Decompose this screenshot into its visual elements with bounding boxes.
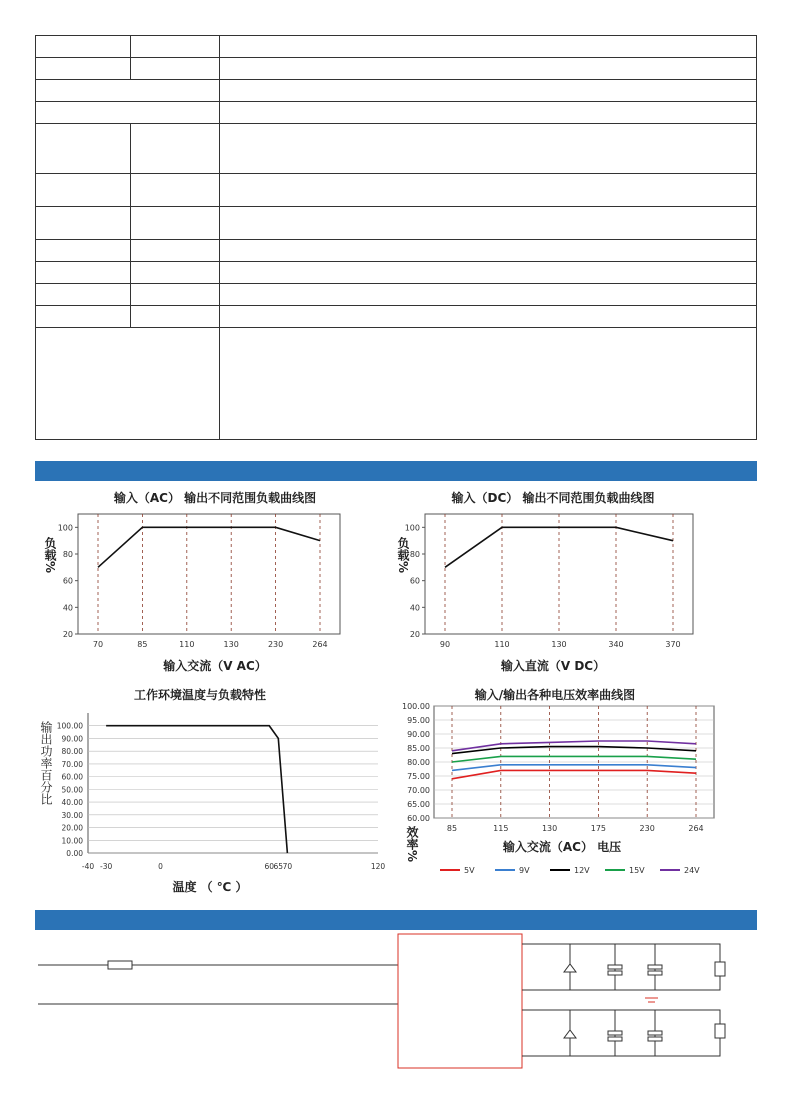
table-row [36, 102, 757, 124]
y-tick-label: 50.00 [61, 785, 83, 795]
y-tick-label: 90.00 [407, 730, 430, 739]
spec-name [36, 80, 220, 102]
spec-value [220, 262, 757, 284]
x-axis-label: 输入交流（V AC） [163, 659, 267, 673]
x-tick-label: 70 [282, 862, 293, 871]
x-tick-label: 230 [267, 640, 284, 649]
spec-value [220, 240, 757, 262]
y-tick-label: 80.00 [61, 747, 83, 757]
spec-value [220, 36, 757, 58]
x-tick-label: 130 [541, 824, 558, 833]
spec-cond [131, 262, 220, 284]
y-tick-label: 80 [409, 550, 420, 559]
spec-name [36, 207, 131, 240]
table-row [36, 328, 757, 440]
x-tick-label: 90 [439, 640, 451, 649]
x-tick-label: -40 [81, 862, 95, 871]
y-tick-label: 60.00 [61, 772, 83, 782]
y-tick-label: 100.00 [56, 721, 83, 731]
x-tick-label: 60 [264, 862, 275, 871]
spec-name [36, 102, 220, 124]
y-tick-label: 70.00 [407, 786, 430, 795]
spec-value [220, 80, 757, 102]
series-line-5V [452, 770, 696, 778]
y-tick-label: 85.00 [407, 744, 430, 753]
x-tick-label: 264 [688, 824, 704, 833]
y-tick-label: 100 [57, 523, 73, 533]
table-row [36, 284, 757, 306]
y-tick-label: 90.00 [61, 734, 83, 744]
spec-cond [131, 207, 220, 240]
chart-title: 工作环境温度与负载特性 [133, 688, 267, 702]
x-tick-label: 175 [590, 824, 607, 833]
x-tick-label: 130 [223, 640, 239, 649]
x-tick-label: 70 [92, 640, 104, 649]
legend-label: 15V [629, 866, 645, 875]
y-tick-label: 10.00 [61, 836, 83, 846]
x-tick-label: 115 [493, 824, 509, 833]
table-row [36, 80, 757, 102]
x-axis-label: 输入直流（V DC） [500, 659, 606, 673]
notes-label [36, 328, 220, 440]
spec-cond [131, 240, 220, 262]
y-tick-label: 60.00 [407, 814, 430, 823]
y-axis-label: 负载% [396, 536, 410, 574]
spec-value [220, 174, 757, 207]
y-tick-label: 40.00 [61, 798, 83, 808]
legend-label: 12V [574, 866, 590, 875]
y-tick-label: 80 [62, 550, 73, 559]
y-tick-label: 0.00 [66, 849, 83, 858]
spec-cond [131, 36, 220, 58]
table-row [36, 58, 757, 80]
spec-cond [131, 174, 220, 207]
y-tick-label: 100 [404, 523, 420, 533]
spec-cond [131, 284, 220, 306]
y-tick-label: 60 [409, 576, 420, 586]
x-tick-label: 230 [639, 824, 655, 833]
x-axis-label: 温度 （ ℃ ） [172, 880, 248, 894]
table-row [36, 240, 757, 262]
section-title-curves [35, 461, 757, 481]
y-tick-label: 40 [62, 603, 73, 613]
table-row [36, 262, 757, 284]
x-tick-label: 370 [665, 640, 681, 649]
spec-name [36, 58, 131, 80]
spec-name [36, 306, 131, 328]
plot-frame [78, 514, 340, 634]
notes-list [220, 328, 757, 440]
spec-value [220, 207, 757, 240]
section-title-emc [35, 910, 757, 930]
series-line-15V [452, 756, 696, 762]
chart-title: 输入（DC） 输出不同范围负载曲线图 [451, 491, 655, 505]
spec-value [220, 58, 757, 80]
y-tick-label: 20 [62, 630, 73, 639]
spec-value [220, 284, 757, 306]
x-tick-label: 110 [494, 640, 510, 649]
x-tick-label: 85 [446, 824, 458, 833]
fuse-symbol [108, 961, 132, 969]
table-row [36, 124, 757, 174]
y-axis-label: 负载% [43, 536, 57, 574]
x-axis-label: 输入交流（AC） 电压 [502, 840, 622, 854]
y-tick-label: 40 [409, 603, 420, 613]
table-row [36, 36, 757, 58]
y-tick-label: 60 [62, 576, 73, 586]
x-tick-label: 65 [273, 862, 284, 871]
spec-name [36, 240, 131, 262]
x-tick-label: 130 [551, 640, 567, 649]
spec-cond [131, 58, 220, 80]
x-tick-label: -30 [100, 862, 113, 871]
spec-name [36, 124, 131, 174]
x-tick-label: 120 [370, 862, 386, 871]
table-row [36, 306, 757, 328]
table-row [36, 207, 757, 240]
chart-title: 输入/输出各种电压效率曲线图 [474, 688, 636, 702]
legend-label: 5V [464, 866, 475, 875]
chart-title: 输入（AC） 输出不同范围负载曲线图 [113, 491, 317, 505]
emc-circuit [0, 932, 790, 1072]
spec-table [35, 35, 757, 440]
table-row [36, 174, 757, 207]
y-tick-label: 65.00 [407, 800, 430, 809]
spec-value [220, 124, 757, 174]
spec-name [36, 36, 131, 58]
x-tick-label: 0 [158, 862, 163, 871]
series-line-12V [452, 747, 696, 754]
y-tick-label: 20 [409, 630, 420, 639]
x-tick-label: 110 [179, 640, 195, 649]
spec-value [220, 306, 757, 328]
load-curve [98, 527, 320, 567]
legend-label: 9V [519, 866, 530, 875]
y-tick-label: 95.00 [407, 716, 430, 725]
y-axis-label: 效率% [405, 826, 419, 863]
spec-name [36, 262, 131, 284]
y-tick-label: 30.00 [61, 810, 83, 820]
x-tick-label: 85 [137, 640, 148, 649]
y-tick-label: 75.00 [407, 772, 430, 781]
y-tick-label: 20.00 [61, 823, 83, 833]
spec-value [220, 102, 757, 124]
series-line-9V [452, 765, 696, 771]
spec-name [36, 284, 131, 306]
y-tick-label: 80.00 [407, 758, 430, 767]
y-axis-label: 输出功率百分比 [39, 721, 53, 805]
x-tick-label: 264 [312, 640, 328, 649]
y-tick-label: 70.00 [61, 759, 83, 769]
spec-cond [131, 124, 220, 174]
x-tick-label: 340 [608, 640, 624, 649]
legend-label: 24V [684, 866, 700, 875]
performance-charts [0, 481, 790, 911]
spec-name [36, 174, 131, 207]
module-box [398, 934, 522, 1068]
y-tick-label: 100.00 [402, 702, 430, 711]
spec-cond [131, 306, 220, 328]
